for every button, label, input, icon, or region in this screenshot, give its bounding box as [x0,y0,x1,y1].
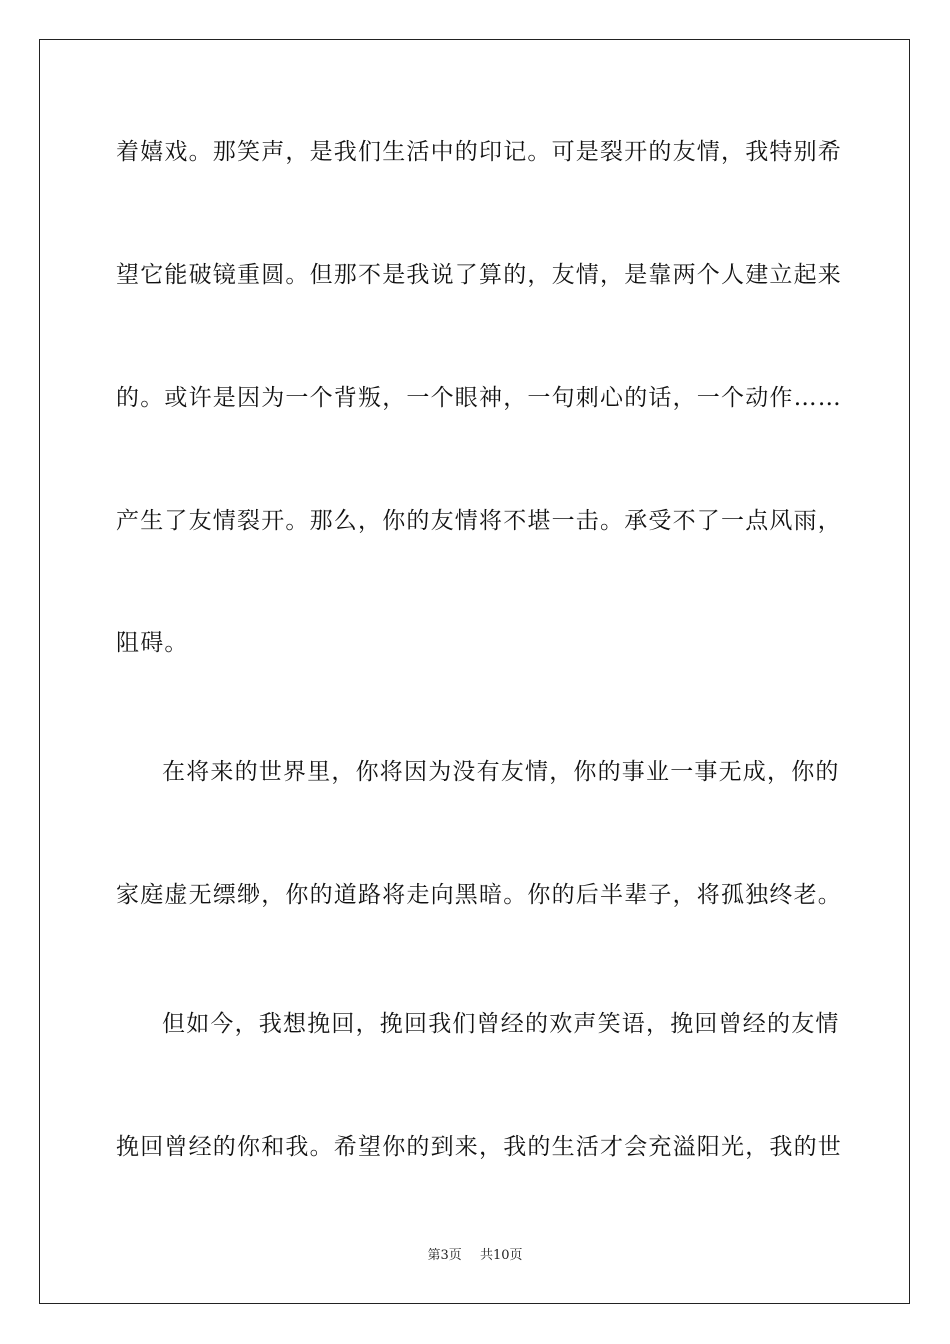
page-total: 共10页 [479,1248,523,1263]
body-text-line: 着嬉戏。那笑声，是我们生活中的印记。可是裂开的友情，我特别希 [116,139,842,165]
page-frame [39,39,910,1304]
body-text-line: 望它能破镜重圆。但那不是我说了算的，友情，是靠两个人建立起来 [116,262,842,288]
paragraph-first-line: 在将来的世界里，你将因为没有友情，你的事业一事无成，你的 [162,759,840,785]
body-text-line: 家庭虚无缥缈，你的道路将走向黑暗。你的后半辈子，将孤独终老。 [116,882,842,908]
page-number: 第3页 [427,1248,462,1263]
body-text-line: 的。或许是因为一个背叛，一个眼神，一句刺心的话，一个动作…… [116,385,842,411]
body-text-line: 阻碍。 [116,630,189,656]
body-text-line: 挽回曾经的你和我。希望你的到来，我的生活才会充溢阳光，我的世 [116,1134,842,1160]
paragraph-first-line: 但如今，我想挽回，挽回我们曾经的欢声笑语，挽回曾经的友情 [162,1011,840,1037]
body-text-line: 产生了友情裂开。那么，你的友情将不堪一击。承受不了一点风雨， [116,508,842,534]
page-footer [0,1248,950,1264]
